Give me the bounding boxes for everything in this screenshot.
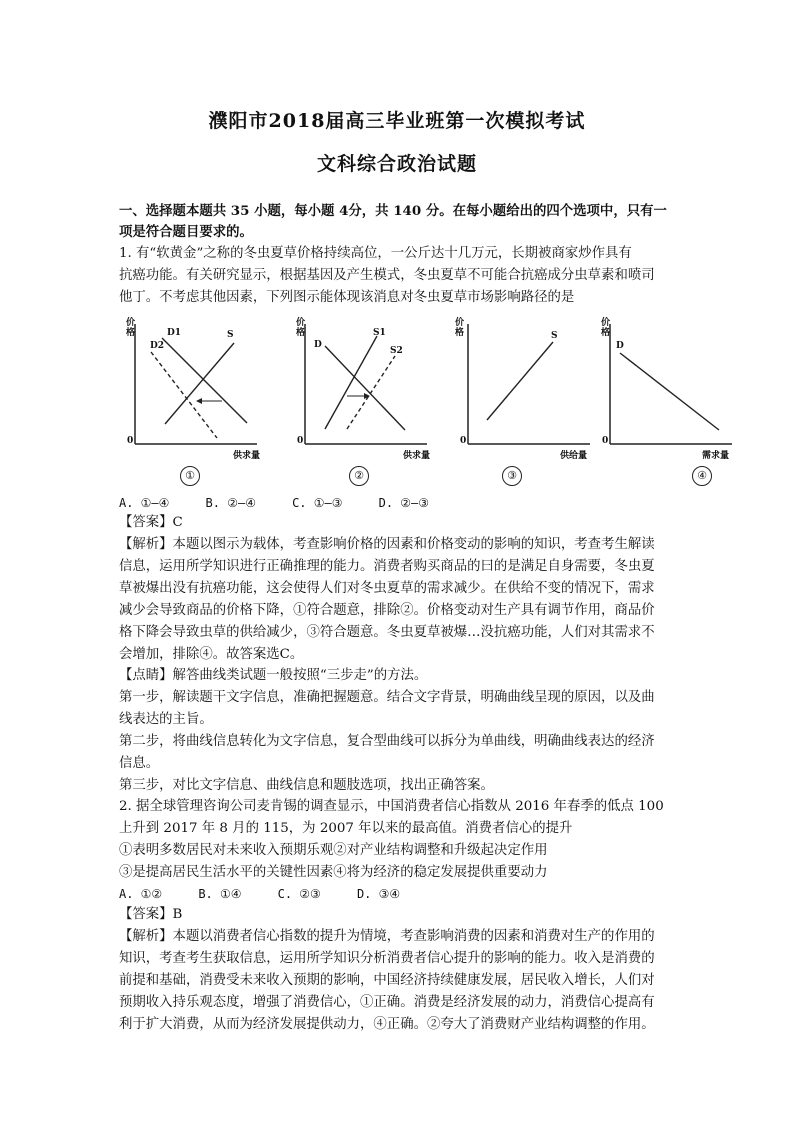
q1-analysis-line: 草被爆出没有抗癌功能，这会使得人们对冬虫夏草的需求减少。在供给不变的情况下，需求 xyxy=(119,581,655,596)
q2-analysis-line: 预期收入持乐观态度，增强了消费信心，①正确。消费是经济发展的动力，消费信心提高有 xyxy=(119,995,655,1010)
graph-4-number: ④ xyxy=(692,466,712,486)
q1-analysis-line: 【解析】本题以图示为载体，考查影响价格的因素和价格变动的影响的知识，考查考生解读 xyxy=(119,537,655,552)
q1-tip-line: 第一步，解读题干文字信息，准确把握题意。结合文字背景，明确曲线呈现的原因，以及曲 xyxy=(119,690,655,705)
graph-3 xyxy=(450,316,600,488)
graph-2-curve-label: S1 xyxy=(373,328,386,338)
q1-tip-line: 【点睛】解答曲线类试题一般按照“三步走”的方法。 xyxy=(119,668,428,683)
q2-analysis-line: 前提和基础，消费受未来收入预期的影响，中国经济持续健康发展，居民收入增长，人们对 xyxy=(119,973,655,988)
graph-4-curve-label: D xyxy=(616,341,624,351)
q2-line: 2. 据全球管理咨询公司麦肯锡的调查显示，中国消费者信心指数从 2016 年春季的低点 100 xyxy=(119,799,664,814)
q2-answer: 【答案】B xyxy=(119,907,183,922)
graph-3-curve-label: S xyxy=(551,331,558,341)
graph-4-ylabel: 价格 xyxy=(601,318,611,338)
doc-subtitle: 文科综合政治试题 xyxy=(316,153,477,175)
curve-s xyxy=(165,343,234,424)
graph-1-curve-label: D2 xyxy=(150,341,165,351)
curve-s2 xyxy=(347,356,395,429)
q1-tip-line: 信息。 xyxy=(119,756,160,771)
graph-1-ylabel: 价格 xyxy=(126,318,136,338)
q2-line: ③是提高居民生活水平的关键性因素④将为经济的稳定发展提供重要动力 xyxy=(119,865,548,880)
q1-answer: 【答案】C xyxy=(119,515,183,530)
q1-line: 抗癌功能。有关研究显示，根据基因及产生模式，冬虫夏草不可能合抗癌成分虫草素和喷司 xyxy=(119,268,655,283)
q1-analysis-line: 减少会导致商品的价格下降，①符合题意，排除②。价格变动对生产具有调节作用，商品价 xyxy=(119,603,655,618)
graph-2 xyxy=(287,316,437,488)
graph-3-xlabel: 供给量 xyxy=(560,451,588,461)
curve-d1 xyxy=(162,338,247,423)
curve-s1 xyxy=(325,336,377,429)
q1-analysis-line: 格下降会导致虫草的供给减少，③符合题意。冬虫夏草被爆…没抗癌功能，人们对其需求不 xyxy=(119,625,655,640)
doc-title: 濮阳市2018届高三毕业班第一次模拟考试 xyxy=(208,110,586,132)
q2-analysis-line: 知识，考查考生获取信息，运用所学知识分析消费者信心提升的影响的能力。收入是消费的 xyxy=(119,951,655,966)
graph-1-xlabel: 供求量 xyxy=(233,451,261,461)
q2-options: A. ①② B. ①④ C. ②③ D. ③④ xyxy=(119,887,401,901)
graph-4-xlabel: 需求量 xyxy=(702,451,730,461)
q2-line: 上升到 2017 年 8 月的 115，为 2007 年以来的最高值。消费者信心的提升 xyxy=(119,821,573,836)
graph-4 xyxy=(592,316,742,488)
graph-2-ylabel: 价格 xyxy=(296,318,306,338)
section-header-cont: 项是符合题目要求的。 xyxy=(119,224,253,240)
q1-analysis-line: 会增加，排除④。故答案选C。 xyxy=(119,647,304,662)
q1-tip-line: 第三步，对比文字信息、曲线信息和题肢选项，找出正确答案。 xyxy=(119,778,494,793)
q1-line: 1. 有“软黄金”之称的冬虫夏草价格持续高位，一公斤达十几万元，长期被商家炒作具有 xyxy=(119,246,632,261)
graph-4-svg xyxy=(592,316,742,466)
graph-1-number: ① xyxy=(180,466,200,486)
graph-2-number: ② xyxy=(349,466,369,486)
graph-1-svg xyxy=(117,316,267,466)
graph-2-origin: 0 xyxy=(297,436,304,446)
section-header: 一、选择题本题共 35 小题，每小题 4分，共 140 分。在每小题给出的四个选项中，只有一 xyxy=(119,203,667,219)
curve-d xyxy=(620,353,719,430)
q1-tip-line: 线表达的主旨。 xyxy=(119,712,213,727)
graph-1-origin: 0 xyxy=(127,436,134,446)
q2-analysis-line: 利于扩大消费，从而为经济发展提供动力，④正确。②夸大了消费财产业结构调整的作用。 xyxy=(119,1017,655,1032)
graph-3-ylabel: 价格 xyxy=(455,318,465,338)
graph-1 xyxy=(117,316,267,488)
graph-3-svg xyxy=(450,316,600,466)
q1-options: A. ①—④ B. ②—④ C. ①—③ D. ②—③ xyxy=(119,496,430,510)
graph-2-svg xyxy=(287,316,437,466)
q1-tip-line: 第二步，将曲线信息转化为文字信息，复合型曲线可以拆分为单曲线，明确曲线表达的经济 xyxy=(119,734,655,749)
graph-2-xlabel: 供求量 xyxy=(403,451,431,461)
graph-3-origin: 0 xyxy=(460,436,467,446)
graph-1-curve-label: S xyxy=(227,330,234,340)
graph-1-curve-label: D1 xyxy=(167,328,182,338)
graph-3-number: ③ xyxy=(502,466,522,486)
curve-s xyxy=(487,342,553,420)
q1-graphs xyxy=(117,316,737,488)
q1-line: 他丁。不考虑其他因素，下列图示能体现该消息对冬虫夏草市场影响路径的是 xyxy=(119,290,575,305)
q2-analysis-line: 【解析】本题以消费者信心指数的提升为情境，考查影响消费的因素和消费对生产的作用的 xyxy=(119,929,655,944)
graph-2-curve-label: S2 xyxy=(390,346,403,356)
q1-analysis-line: 信息，运用所学知识进行正确推理的能力。消费者购买商品的曰的是满足自身需要，冬虫夏 xyxy=(119,559,655,574)
graph-4-origin: 0 xyxy=(602,436,609,446)
graph-2-curve-label: D xyxy=(314,340,322,350)
curve-d2 xyxy=(151,352,217,438)
q2-line: ①表明多数居民对未来收入预期乐观②对产业结构调整和升级起决定作用 xyxy=(119,843,548,858)
